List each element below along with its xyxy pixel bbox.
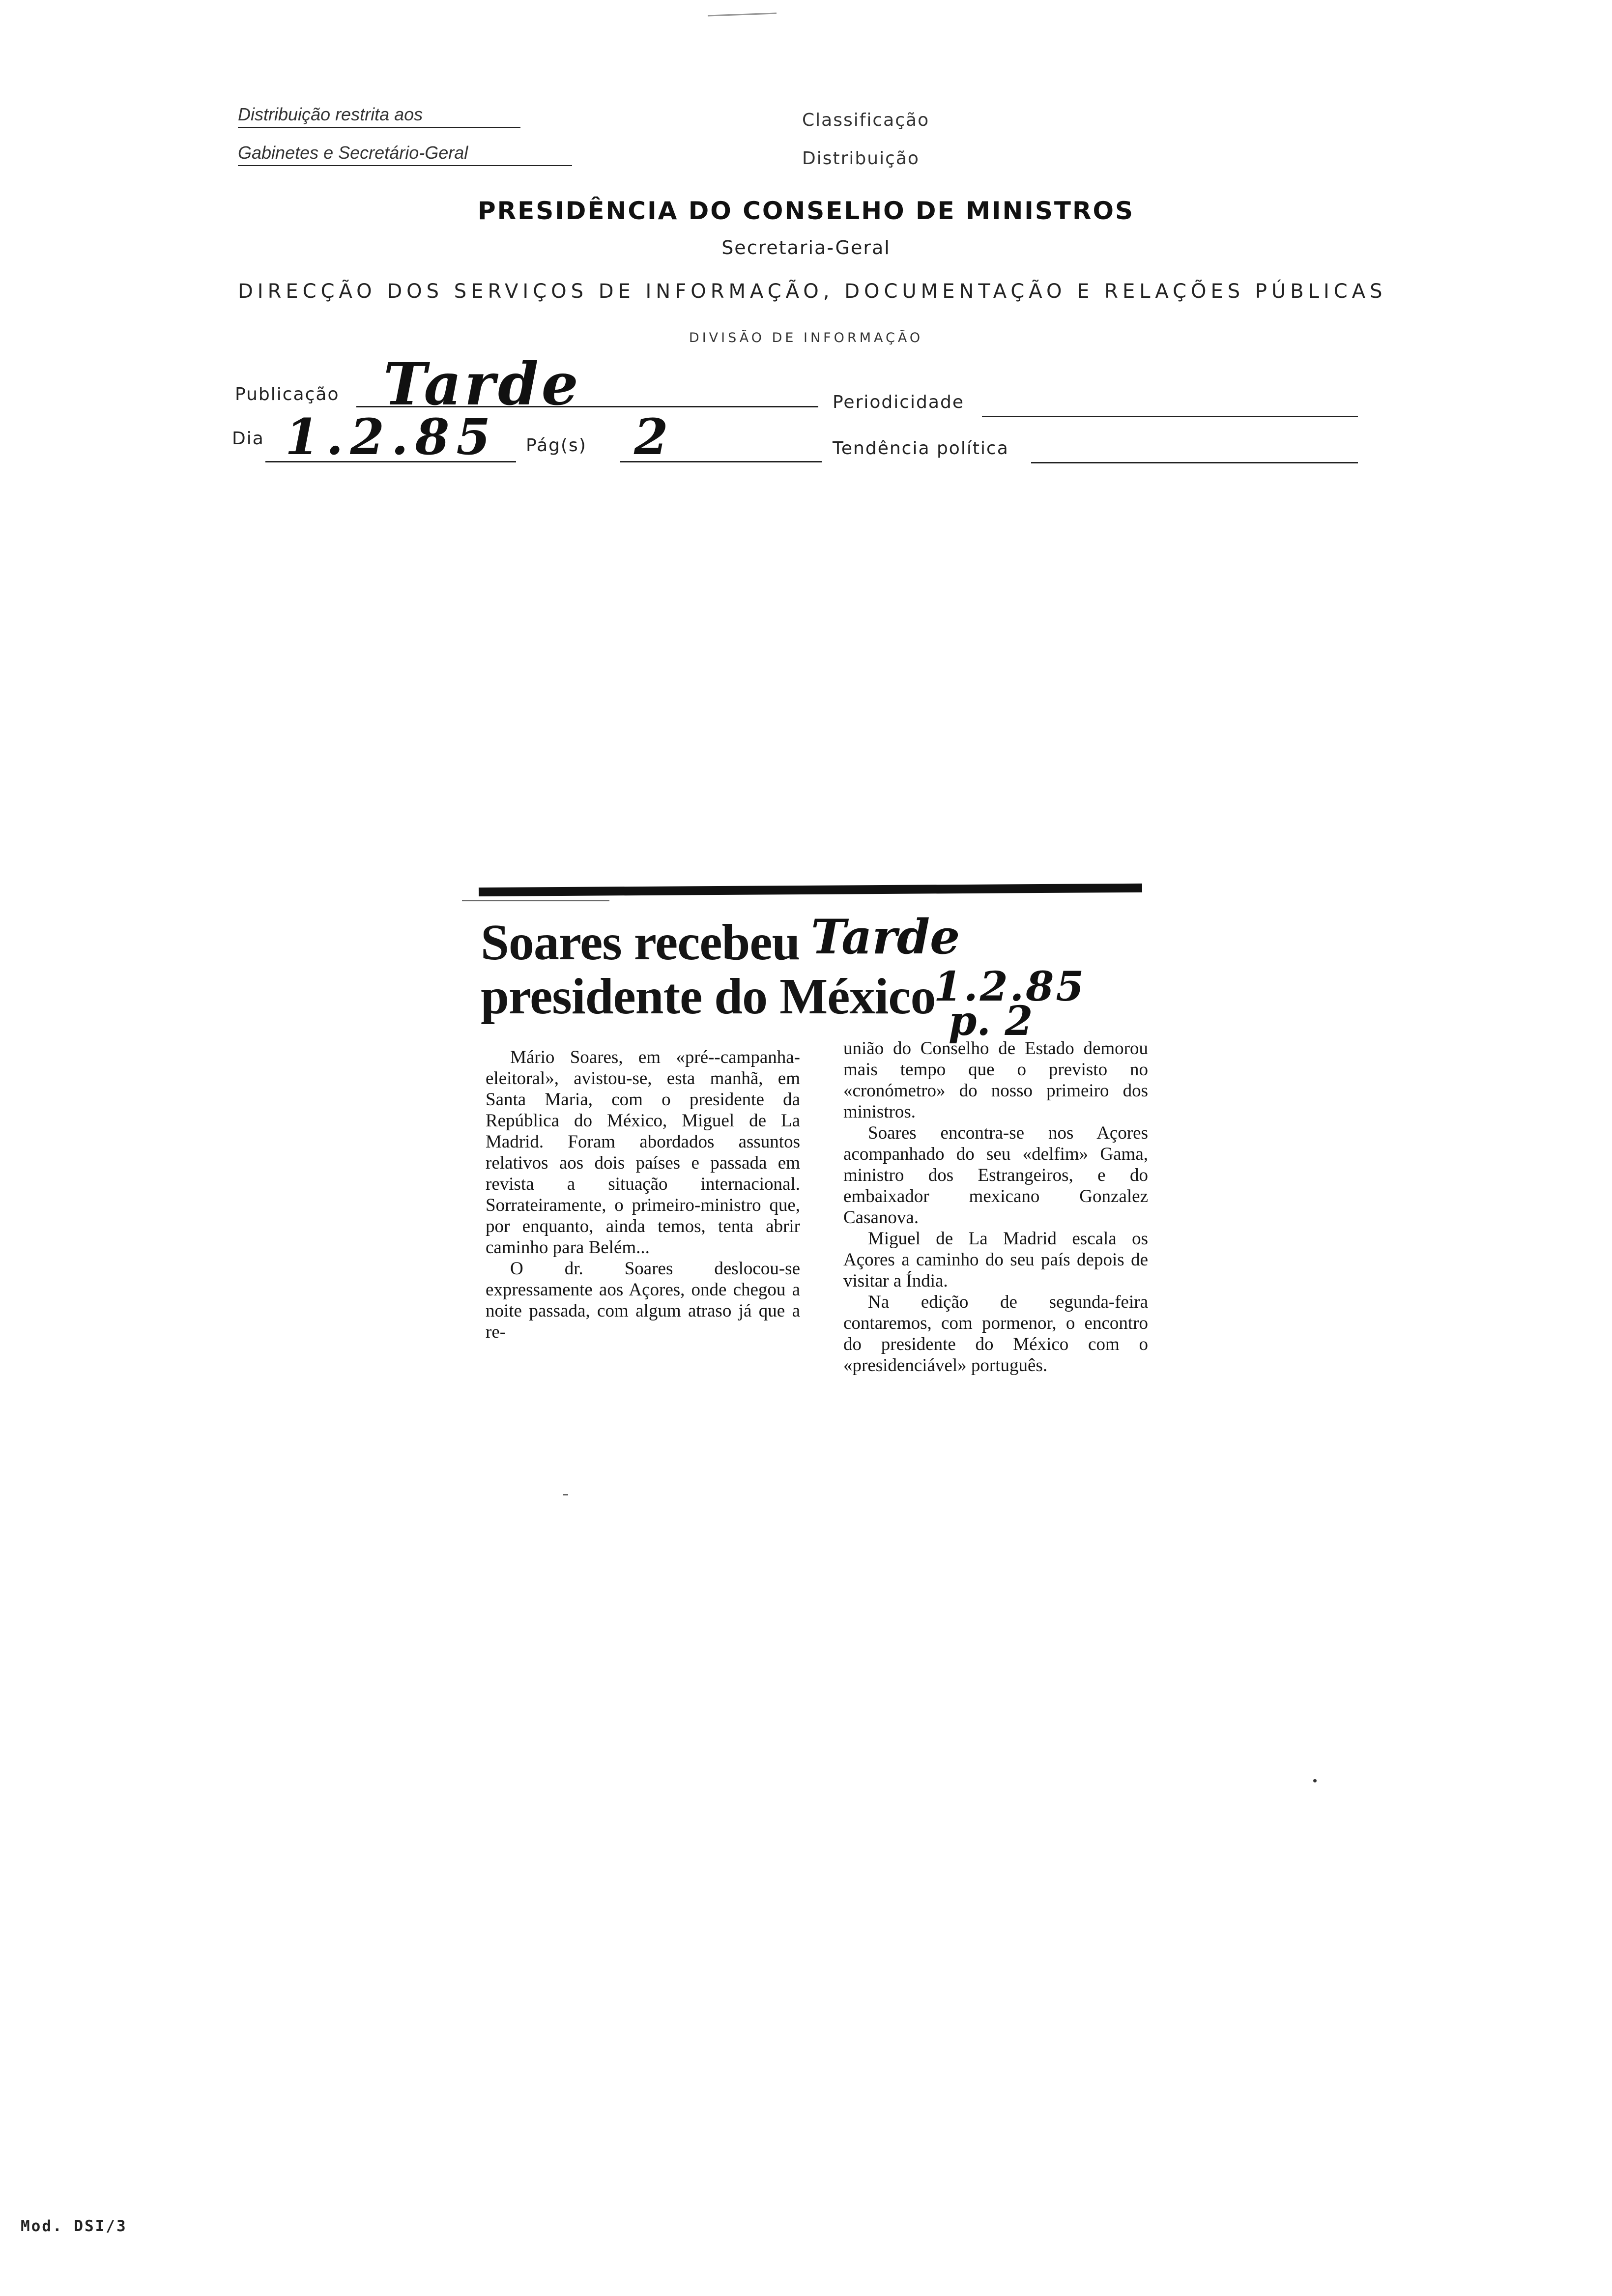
- distribution-label: Distribuição: [802, 148, 920, 169]
- article-paragraph: união do Conselho de Estado demorou mais tempo que o previsto no «cronómetro» do nosso primeiro dos ministros.: [843, 1038, 1148, 1122]
- article-paragraph: O dr. Soares deslocou-se expressamente aos Açores, onde chegou a noite passada, com algum atraso já que a re-: [486, 1259, 800, 1342]
- article-column-2: [843, 1038, 1148, 1376]
- article-paragraph: Mário Soares, em «pré--campanha-eleitoral», avistou-se, esta manhã, em Santa Maria, com o presidente da República do México, Miguel de La Madrid. Foram abordados assuntos relativos aos dois países e passada em revista a situação internacional. Sorrateiramente, o primeiro-ministro que, por enquanto, ainda temos, tenta abrir caminho para Belém...: [486, 1047, 800, 1258]
- day-label: Dia: [232, 429, 264, 449]
- classification-label: Classificação: [802, 110, 930, 130]
- directorate-title: DIRECÇÃO DOS SERVIÇOS DE INFORMAÇÃO, DOCUMENTAÇÃO E RELAÇÕES PÚBLICAS: [238, 280, 1387, 303]
- article-headline-line1: Soares recebeu: [481, 914, 800, 971]
- clipping-top-rule: [479, 884, 1142, 896]
- article-headline-line2: presidente do México: [481, 968, 936, 1025]
- day-handwritten-value: 1.2.85: [285, 408, 497, 466]
- division-title: DIVISÃO DE INFORMAÇÃO: [689, 330, 923, 345]
- publication-label: Publicação: [235, 384, 340, 404]
- article-paragraph: Na edição de segunda-feira contaremos, com pormenor, o encontro do presidente do México com o «presidenciável» português.: [843, 1292, 1148, 1376]
- restricted-distribution-line2: Gabinetes e Secretário-Geral: [238, 143, 572, 166]
- tendency-label: Tendência política: [833, 438, 1009, 459]
- tendency-field[interactable]: [1031, 462, 1358, 463]
- publication-handwritten-value: Tarde: [383, 350, 581, 418]
- periodicity-field[interactable]: [982, 416, 1358, 417]
- model-code: Mod. DSI/3: [21, 2217, 127, 2235]
- periodicity-label: Periodicidade: [833, 392, 964, 412]
- article-column-1: [486, 1047, 800, 1343]
- article-paragraph: Miguel de La Madrid escala os Açores a caminho do seu país depois de visitar a Índia.: [843, 1229, 1148, 1291]
- scan-speck: [563, 1494, 568, 1495]
- scan-speck: [1313, 1779, 1317, 1782]
- pages-label: Pág(s): [526, 435, 587, 456]
- article-handwritten-date: 1.2.85: [934, 963, 1086, 1010]
- clipping-thin-rule: [462, 900, 609, 901]
- restricted-distribution-line1: Distribuição restrita aos: [238, 104, 520, 128]
- article-handwritten-note: Tarde: [811, 909, 960, 965]
- scan-mark: [708, 13, 777, 17]
- secretariat-title: Secretaria-Geral: [721, 237, 891, 258]
- pages-handwritten-value: 2: [634, 408, 668, 466]
- article-handwritten-page: p. 2: [949, 998, 1033, 1045]
- organization-title: PRESIDÊNCIA DO CONSELHO DE MINISTROS: [477, 197, 1135, 225]
- article-paragraph: Soares encontra-se nos Açores acompanhado do seu «delfim» Gama, ministro dos Estrangeiros, e do embaixador mexicano Gonzalez Casanova.: [843, 1123, 1148, 1228]
